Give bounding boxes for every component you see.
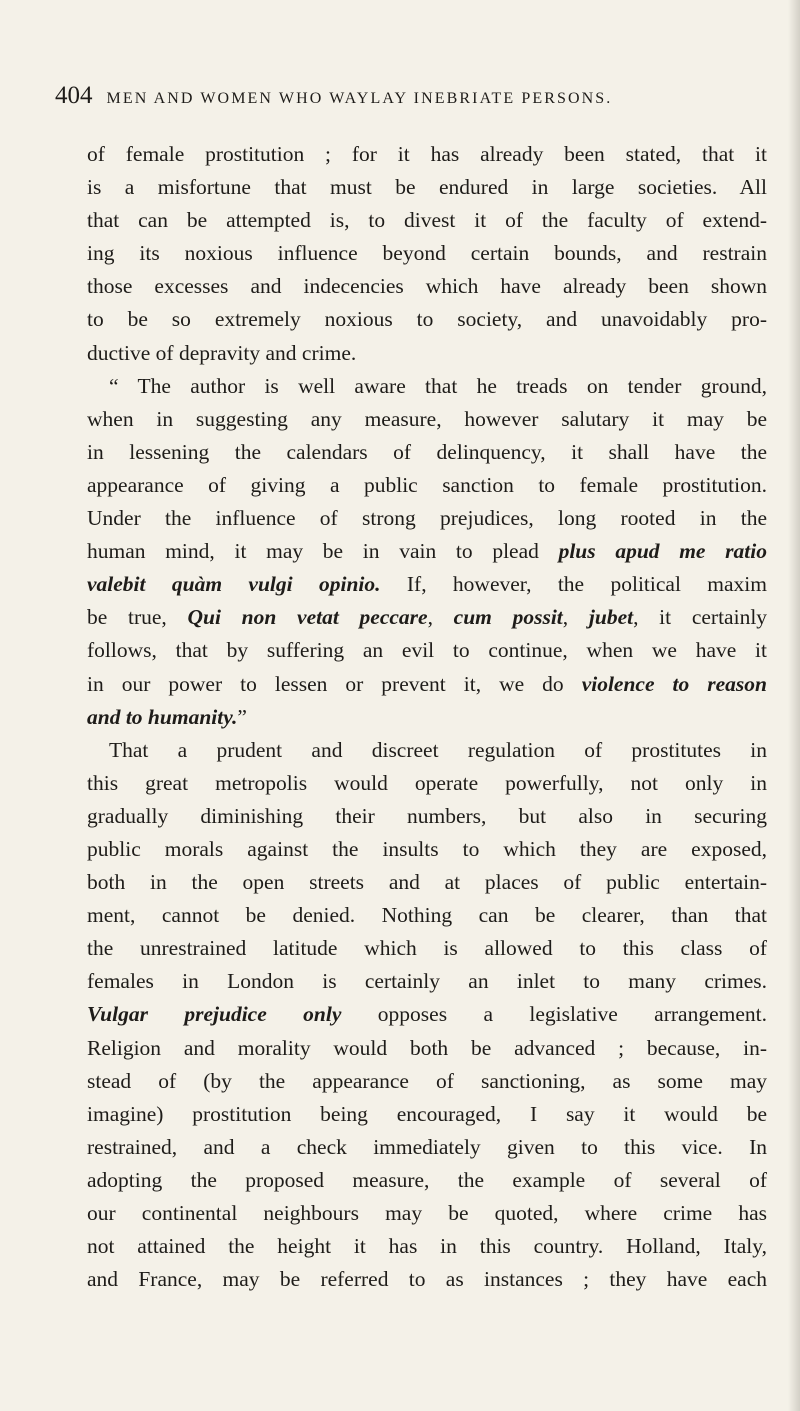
text-line: restrained, and a check immediately given to this vice. In — [87, 1134, 767, 1159]
text-line: when in suggesting any measure, however salutary it may be — [87, 406, 767, 431]
text-line: those excesses and indecencies which have already been shown — [87, 274, 767, 299]
text-line: in lessening the calendars of delinquency, it shall have the — [87, 439, 767, 464]
text-line: imagine) prostitution being encouraged, I say it would be — [87, 1101, 767, 1126]
text-line: gradually diminishing their numbers, but also in securing — [87, 803, 767, 828]
text-line: of female prostitution ; for it has already been stated, that it — [87, 142, 767, 166]
text-line: Under the influence of strong prejudices, long rooted in the — [87, 506, 767, 531]
text-line: our continental neighbours may be quoted, where crime has — [87, 1201, 767, 1225]
emphasis: violence to reason — [581, 671, 767, 696]
emphasis: Vulgar prejudice only — [87, 1002, 342, 1027]
text-line: ing its noxious influence beyond certain bounds, and restrain — [87, 241, 767, 266]
running-head — [55, 82, 775, 112]
text-line: Vulgar prejudice only opposes a legislative arrangement. — [87, 1002, 767, 1027]
text-line: follows, that by suffering an evil to continue, when we have it — [87, 638, 767, 663]
text-line: females in London is certainly an inlet to many crimes. — [87, 969, 767, 994]
text-line: in our power to lessen or prevent it, we do violence to reason — [87, 671, 767, 696]
text-line: human mind, it may be in vain to plead plus apud me ratio — [87, 539, 767, 564]
text-line: is a misfortune that must be endured in large societies. All — [87, 175, 767, 200]
text-line: That a prudent and discreet regulation of prostitutes in — [109, 737, 767, 762]
latin-maxim: jubet — [588, 605, 634, 630]
page-edge-shadow — [788, 0, 800, 1411]
text-line: valebit quàm vulgi opinio. If, however, the political maxim — [87, 572, 767, 597]
running-title: MEN AND WOMEN WHO WAYLAY INEBRIATE PERSONS. — [106, 90, 613, 107]
page-number: 404 — [55, 82, 93, 109]
text-line: that can be attempted is, to divest it of the faculty of extend- — [87, 208, 767, 233]
latin-phrase: valebit quàm vulgi opinio. — [87, 572, 381, 597]
text-line: Religion and morality would both be advanced ; because, in- — [87, 1035, 767, 1060]
text-line: be true, Qui non vetat peccare, cum possit, jubet, it certainly — [87, 605, 767, 630]
text-line: ductive of depravity and crime. — [87, 340, 357, 365]
text-line: both in the open streets and at places of public entertain- — [87, 870, 767, 895]
latin-maxim: cum possit — [453, 605, 563, 630]
body-text — [87, 138, 767, 1296]
text-line: ment, cannot be denied. Nothing can be clearer, than that — [87, 903, 767, 928]
latin-phrase: plus apud me ratio — [558, 539, 767, 564]
text-line: “ The author is well aware that he treads on tender ground, — [109, 373, 767, 398]
text-line: the unrestrained latitude which is allowed to this class of — [87, 936, 767, 961]
text-line: not attained the height it has in this country. Holland, Italy, — [87, 1234, 767, 1259]
text-line: this great metropolis would operate powerfully, not only in — [87, 770, 767, 795]
text-line: appearance of giving a public sanction to female prostitution. — [87, 472, 767, 497]
text-line: to be so extremely noxious to society, and unavoidably pro- — [87, 307, 767, 332]
text-line: and to humanity.” — [87, 704, 247, 729]
text-line: stead of (by the appearance of sanctioning, as some may — [87, 1068, 767, 1093]
text-line: adopting the proposed measure, the example of several of — [87, 1167, 767, 1192]
text-line: and France, may be referred to as instances ; they have each — [87, 1267, 767, 1292]
emphasis: and to humanity. — [87, 704, 238, 729]
text-line: public morals against the insults to which they are exposed, — [87, 836, 767, 861]
latin-maxim: Qui non vetat peccare — [187, 605, 428, 630]
